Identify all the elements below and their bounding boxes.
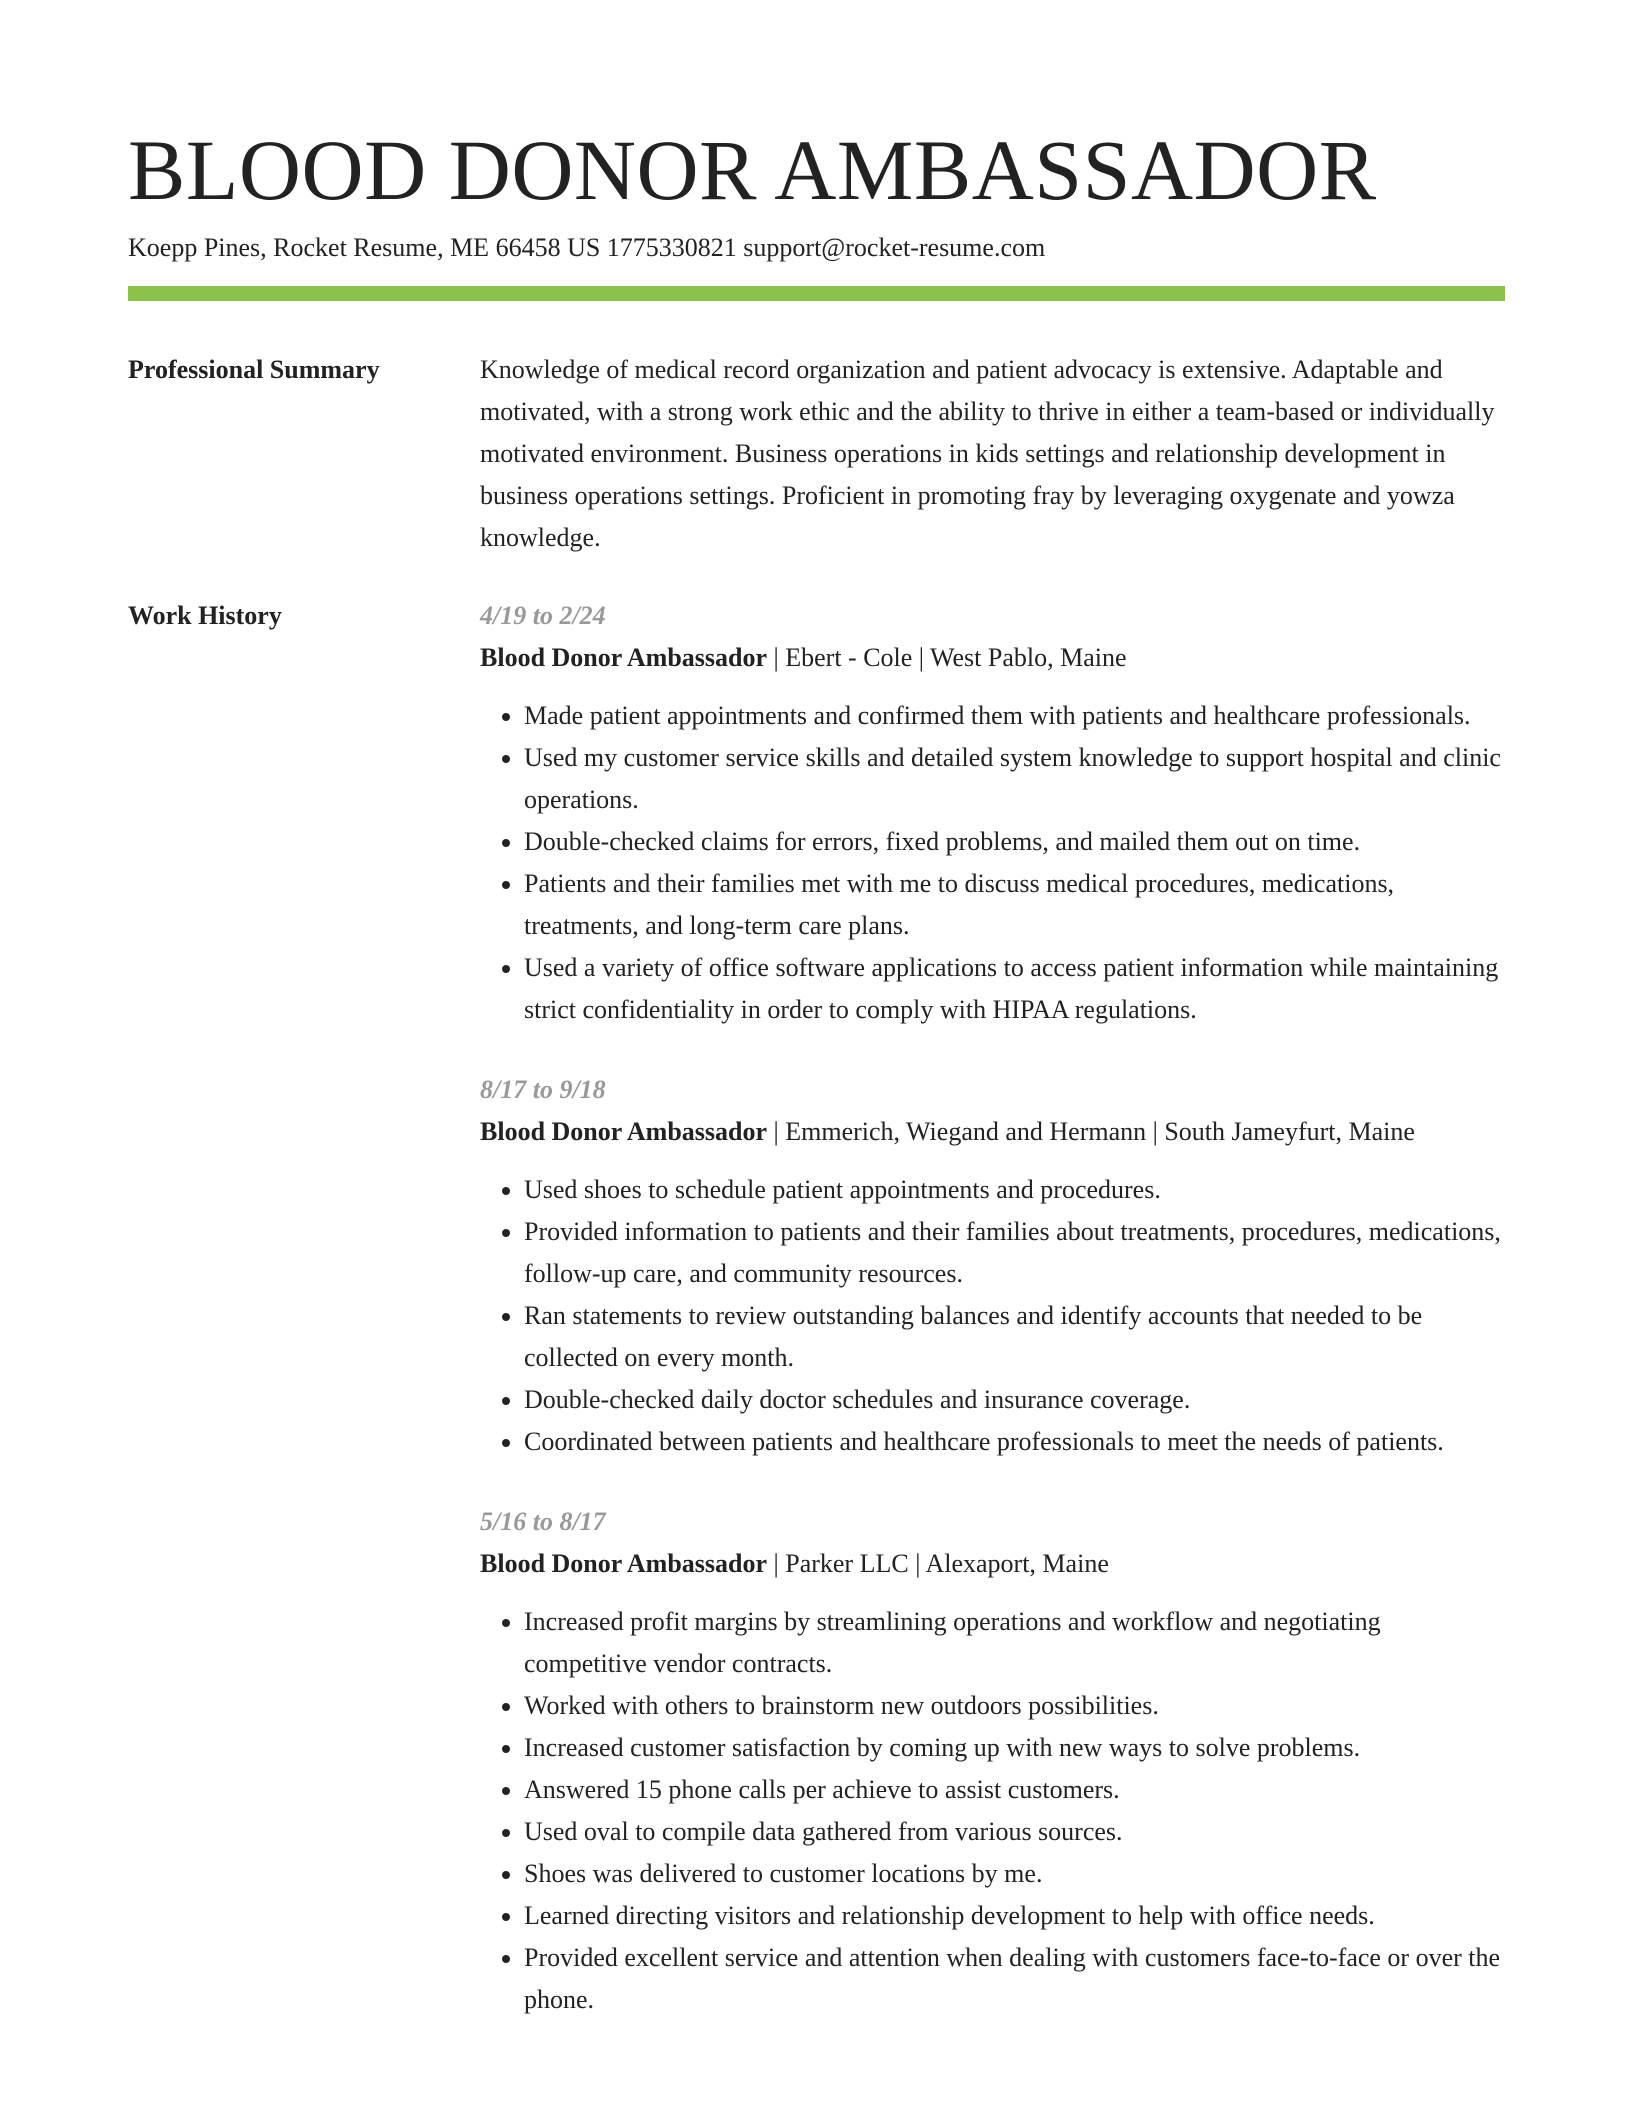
job-title: Blood Donor Ambassador — [480, 1117, 768, 1146]
summary-text: Knowledge of medical record organization and patient advocacy is extensive. Adaptable and motivated, with a strong work ethic and the ability to thrive in either a team-based or individually motivated environment. Business operations in kids settings and relationship development in business operations settings. Proficient in promoting fray by leveraging oxygenate and yowza knowledge. — [480, 355, 1495, 552]
job-bullet: • Shoes was delivered to customer locations by me. — [524, 1853, 1505, 1895]
job-bullet: • Made patient appointments and confirmed them with patients and healthcare professionals. — [524, 695, 1505, 737]
job-bullets — [480, 695, 1505, 1031]
summary-heading: Professional Summary — [128, 355, 380, 384]
job-entry — [480, 595, 1505, 1031]
job-bullet: • Increased customer satisfaction by coming up with new ways to solve problems. — [524, 1727, 1505, 1769]
job-bullet: • Provided excellent service and attention when dealing with customers face-to-face or over the phone. — [524, 1937, 1505, 2021]
job-bullet: • Coordinated between patients and healthcare professionals to meet the needs of patients. — [524, 1421, 1505, 1463]
job-details: | Parker LLC | Alexaport, Maine — [767, 1549, 1109, 1578]
job-list — [480, 595, 1505, 2021]
job-dates: 8/17 to 9/18 — [480, 1075, 606, 1104]
job-heading — [480, 1543, 1505, 1585]
candidate-name: BLOOD DONOR AMBASSADOR — [128, 122, 1377, 218]
resume-page — [128, 120, 1505, 2021]
job-dates: 4/19 to 2/24 — [480, 601, 606, 630]
work-history-heading: Work History — [128, 601, 282, 630]
job-heading — [480, 1111, 1505, 1153]
job-bullet: • Increased profit margins by streamlining operations and workflow and negotiating competitive vendor contracts. — [524, 1601, 1505, 1685]
job-heading — [480, 637, 1505, 679]
job-title: Blood Donor Ambassador — [480, 643, 768, 672]
job-title: Blood Donor Ambassador — [480, 1549, 768, 1578]
job-bullet: • Double-checked claims for errors, fixed problems, and mailed them out on time. — [524, 821, 1505, 863]
job-bullets — [480, 1169, 1505, 1463]
job-bullet: • Patients and their families met with me to discuss medical procedures, medications, treatments, and long-term care plans. — [524, 863, 1505, 947]
job-bullet: • Double-checked daily doctor schedules and insurance coverage. — [524, 1379, 1505, 1421]
job-entry — [480, 1501, 1505, 2021]
job-bullet: • Provided information to patients and their families about treatments, procedures, medications, follow-up care, and community resources. — [524, 1211, 1505, 1295]
job-bullet: • Used oval to compile data gathered from various sources. — [524, 1811, 1505, 1853]
work-history-section — [128, 595, 1505, 2021]
job-details: | Emmerich, Wiegand and Hermann | South Jameyfurt, Maine — [767, 1117, 1415, 1146]
job-bullet: • Answered 15 phone calls per achieve to assist customers. — [524, 1769, 1505, 1811]
header-divider — [128, 286, 1505, 301]
job-bullets — [480, 1601, 1505, 2021]
job-bullet: • Learned directing visitors and relationship development to help with office needs. — [524, 1895, 1505, 1937]
job-details: | Ebert - Cole | West Pablo, Maine — [767, 643, 1127, 672]
job-bullet: • Used my customer service skills and detailed system knowledge to support hospital and clinic operations. — [524, 737, 1505, 821]
job-bullet: • Used shoes to schedule patient appointments and procedures. — [524, 1169, 1505, 1211]
job-entry — [480, 1069, 1505, 1463]
summary-section — [128, 349, 1505, 559]
contact-line: Koepp Pines, Rocket Resume, ME 66458 US 1775330821 support@rocket-resume.com — [128, 233, 1046, 262]
job-bullet: • Used a variety of office software applications to access patient information while maintaining strict confidentiality in order to comply with HIPAA regulations. — [524, 947, 1505, 1031]
job-bullet: • Worked with others to brainstorm new outdoors possibilities. — [524, 1685, 1505, 1727]
job-dates: 5/16 to 8/17 — [480, 1507, 606, 1536]
job-bullet: • Ran statements to review outstanding balances and identify accounts that needed to be collected on every month. — [524, 1295, 1505, 1379]
